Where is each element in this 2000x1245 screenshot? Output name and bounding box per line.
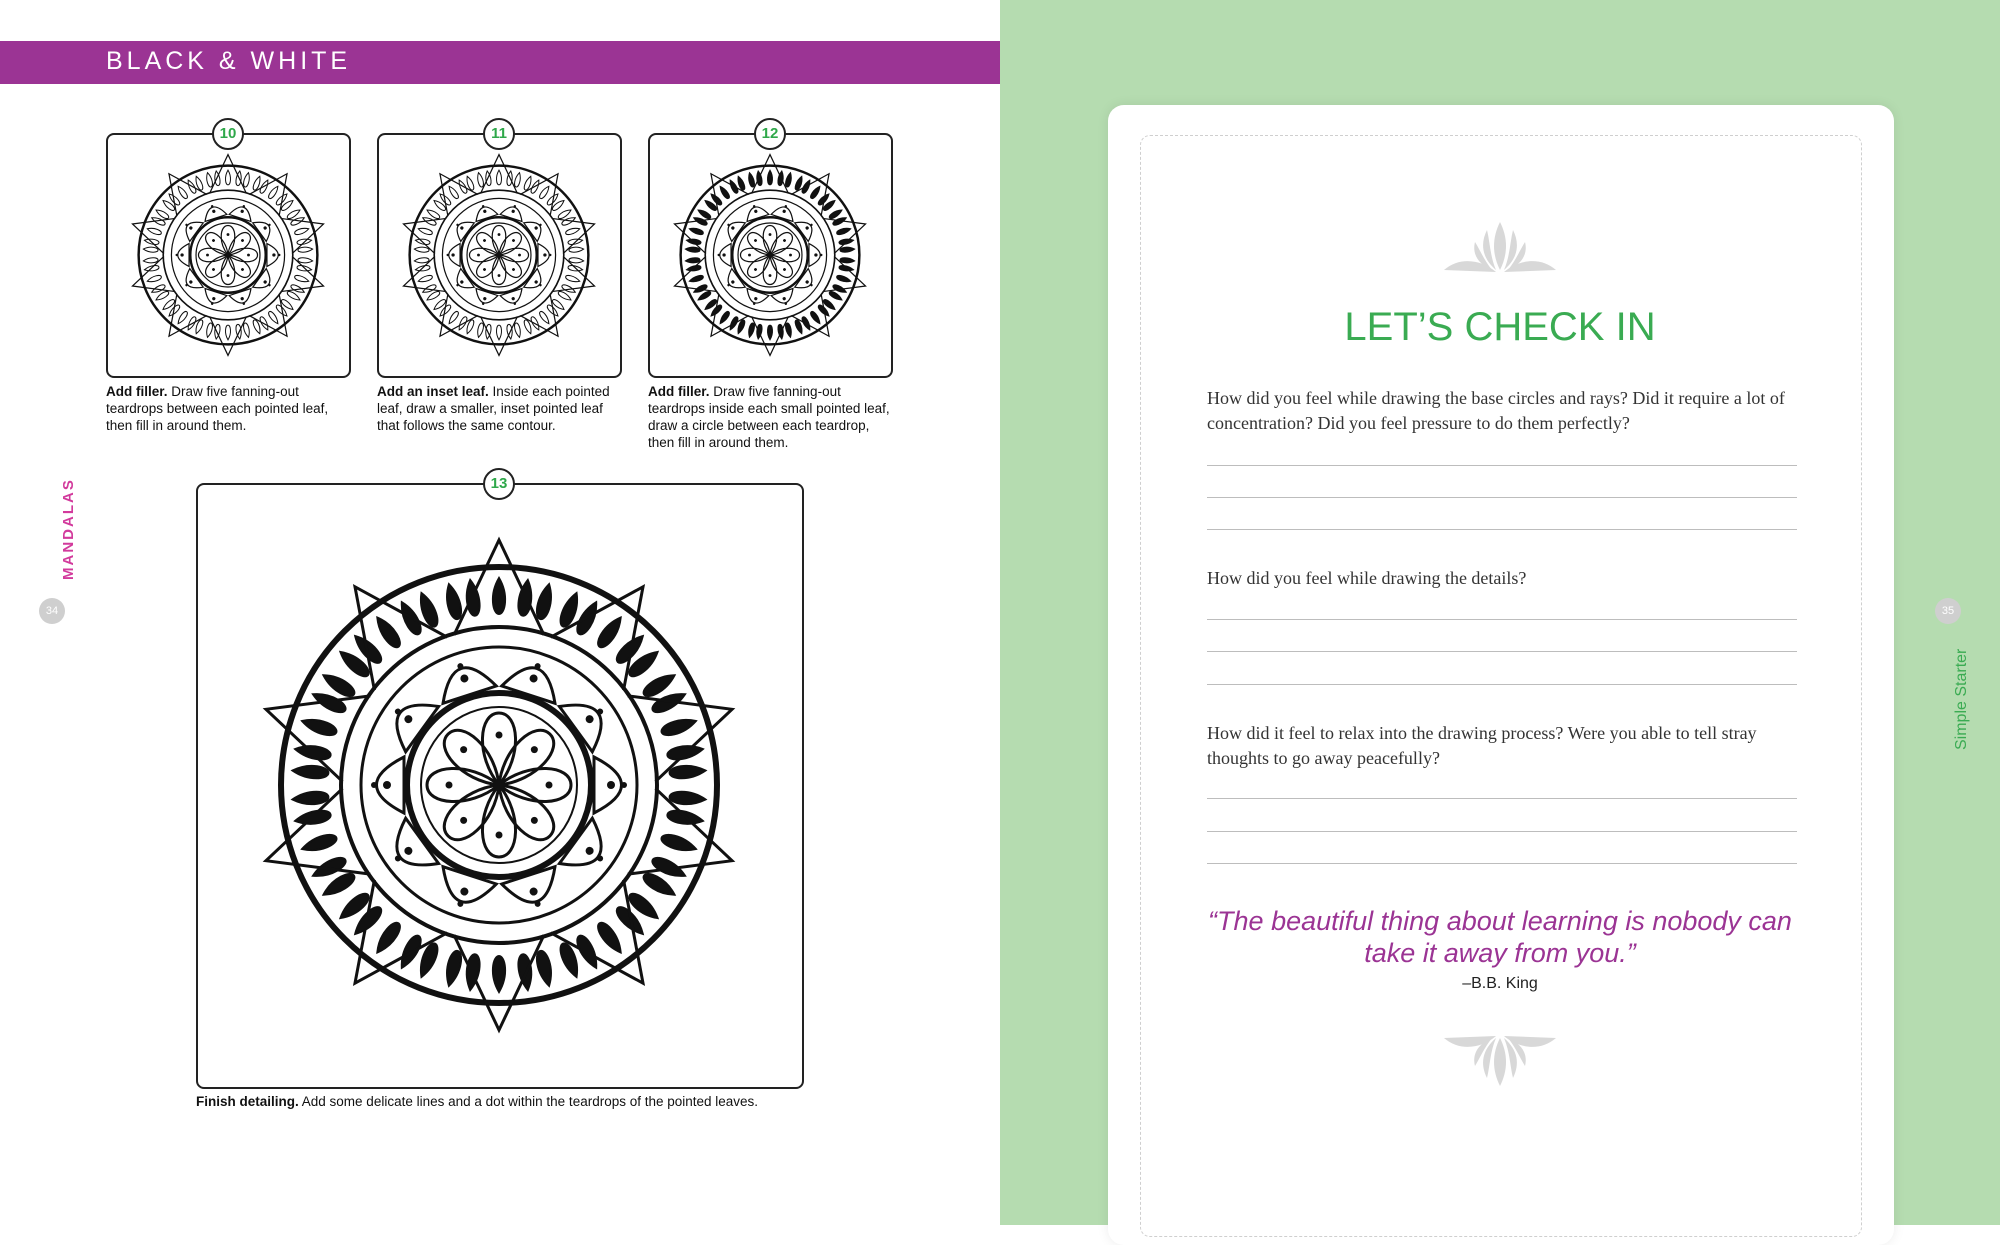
section-header-title: BLACK & WHITE [106, 47, 352, 75]
step-12-mandala-illustration [650, 135, 891, 376]
step-10-mandala-illustration [108, 135, 349, 376]
answer-line[interactable] [1207, 497, 1797, 498]
page-number-right: 35 [1935, 598, 1961, 624]
step-11-badge: 11 [483, 118, 515, 150]
step-10-caption [106, 383, 349, 434]
quote-text: “The beautiful thing about learning is nobody can take it away from you.” [1208, 906, 1792, 968]
step-13-mandala-illustration [198, 485, 802, 1087]
answer-line[interactable] [1207, 863, 1797, 864]
step-10-caption-text: Draw five fanning-out teardrops between each pointed leaf, then fill in around them. [106, 384, 329, 433]
step-11-image-frame [377, 133, 622, 378]
question-3: How did it feel to relax into the drawing process? Were you able to tell stray thoughts to go away peacefully? [1207, 723, 1757, 768]
answer-line[interactable] [1207, 619, 1797, 620]
check-in-title: LET’S CHECK IN [1344, 305, 1656, 349]
lotus-ornament-top-icon [1440, 220, 1560, 276]
step-12-caption-text: Draw five fanning-out teardrops inside each small pointed leaf, draw a circle between each teardrop, then fill in around them. [648, 384, 890, 450]
step-10-image-frame [106, 133, 351, 378]
section-side-label: Simple Starter [1953, 648, 1970, 750]
step-11-caption [377, 383, 620, 434]
step-12-image-frame [648, 133, 893, 378]
quote-author: –B.B. King [1462, 975, 1538, 992]
answer-line[interactable] [1207, 465, 1797, 466]
answer-line[interactable] [1207, 529, 1797, 530]
step-13-caption-text: Add some delicate lines and a dot within the teardrops of the pointed leaves. [298, 1094, 759, 1109]
step-10-badge: 10 [212, 118, 244, 150]
step-12-badge: 12 [754, 118, 786, 150]
step-13-caption [196, 1093, 896, 1110]
answer-line[interactable] [1207, 798, 1797, 799]
question-2: How did you feel while drawing the details? [1207, 568, 1527, 588]
step-12-caption-bold: Add filler. [648, 384, 710, 399]
step-13-badge: 13 [483, 468, 515, 500]
answer-line[interactable] [1207, 684, 1797, 685]
step-13-caption-bold: Finish detailing. [196, 1094, 299, 1109]
lotus-ornament-bottom-icon [1440, 1030, 1560, 1088]
step-11-caption-text: Inside each pointed leaf, draw a smaller, inset pointed leaf that follows the same contour. [377, 384, 610, 433]
chapter-side-label: MANDALAS [60, 478, 77, 580]
answer-line[interactable] [1207, 651, 1797, 652]
step-12-caption [648, 383, 893, 451]
step-10-caption-bold: Add filler. [106, 384, 168, 399]
step-11-caption-bold: Add an inset leaf. [377, 384, 489, 399]
step-13-image-frame [196, 483, 804, 1089]
question-1: How did you feel while drawing the base circles and rays? Did it require a lot of concentration? Did you feel pressure to do them perfectly? [1207, 388, 1785, 433]
answer-line[interactable] [1207, 831, 1797, 832]
step-11-mandala-illustration [379, 135, 620, 376]
page-number-left: 34 [39, 598, 65, 624]
section-header-bar [0, 41, 1000, 84]
